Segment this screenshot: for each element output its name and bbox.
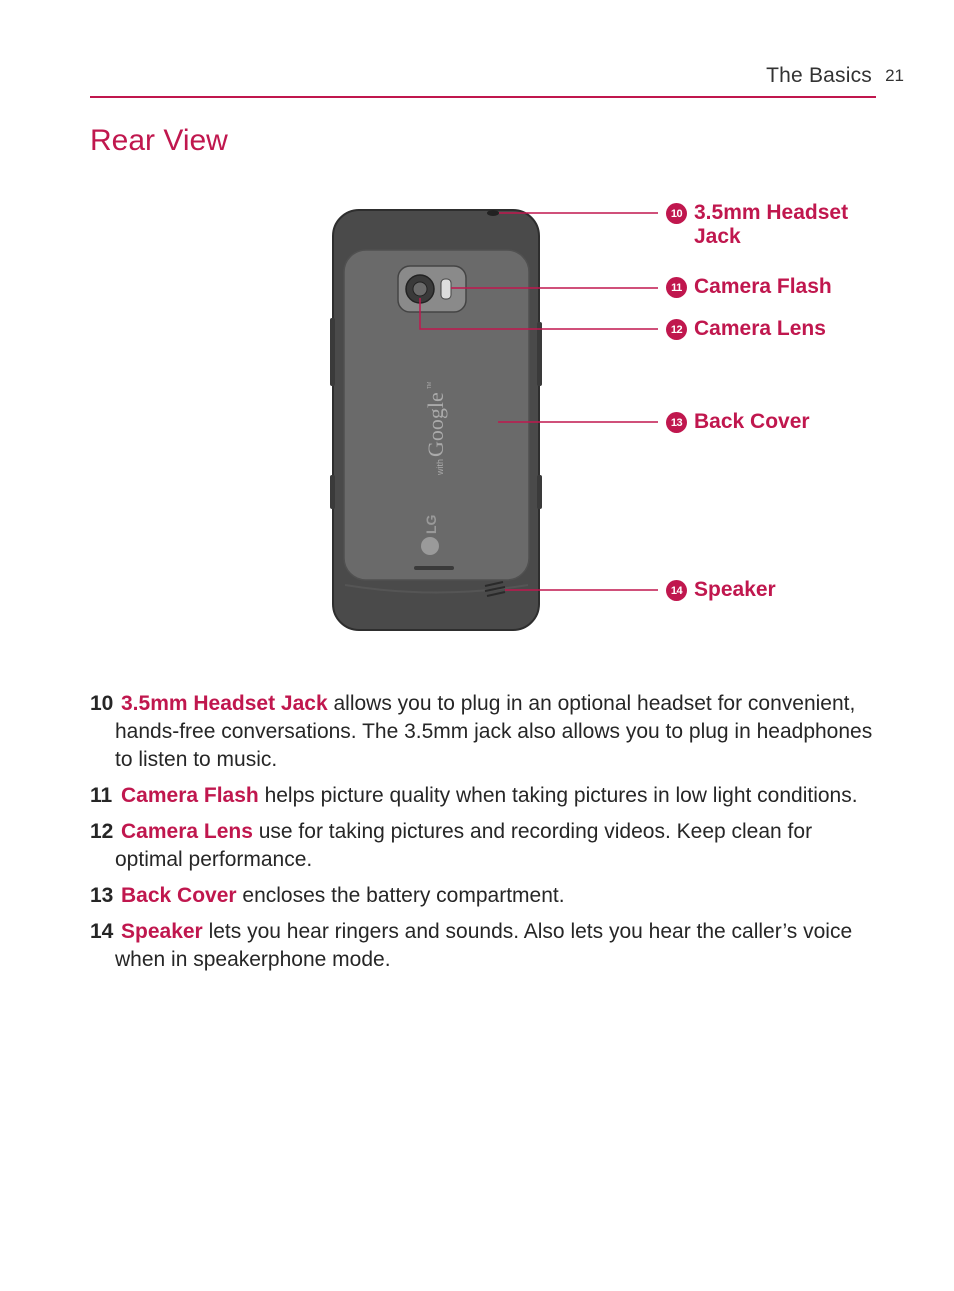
description-number: 14 [90,920,114,943]
google-tm-text: TM [427,381,433,389]
callout-headset-jack [666,201,874,249]
camera-lens-glass [413,282,427,296]
description-item [90,818,880,874]
callout-label-text: Back Cover [694,410,810,433]
description-item [90,918,880,974]
description-number: 13 [90,884,114,907]
side-key-left-upper [330,318,335,386]
callout-label-text: Speaker [694,578,776,601]
description-list [90,690,880,982]
callout-number: 14 [666,580,687,601]
page-header [0,0,954,100]
callout-number: 10 [666,203,687,224]
description-text: use for taking pictures and recording videos. Keep clean for optimal performance. [115,820,813,871]
description-number: 11 [90,784,113,807]
description-text: encloses the battery compartment. [236,884,565,907]
description-item [90,882,880,910]
description-text: allows you to plug in an optional headset for convenient, hands-free conversations. The 3.5mm jack also allows you to plug in headphones to listen to music. [115,692,873,771]
description-term: Camera Flash [121,784,259,807]
bottom-slot [414,566,454,570]
camera-flash-led [441,279,451,299]
headset-jack [487,210,499,216]
rear-view-diagram [0,190,954,650]
description-item [90,782,880,810]
callout-label-text: Camera Lens [694,317,826,340]
lg-logo-text: LG [423,514,439,534]
page-number: 21 [885,66,904,85]
google-with-text: with [435,458,445,475]
callout-number: 12 [666,319,687,340]
description-term: Camera Lens [121,820,253,843]
lg-logo [421,514,439,555]
callout-camera-flash [666,275,874,299]
description-term: Speaker [121,920,203,943]
callout-label-text: 3.5mm Headset Jack [694,201,849,248]
page-title: Rear View [90,124,228,157]
callout-number: 13 [666,412,687,433]
description-item [90,690,880,774]
side-key-right-lower [537,475,542,509]
description-text: helps picture quality when taking pictures in low light conditions. [258,784,858,807]
callout-back-cover [666,410,874,434]
description-text: lets you hear ringers and sounds. Also lets you hear the caller’s voice when in speakerphone mode. [115,920,853,971]
description-number: 12 [90,820,114,843]
callout-speaker [666,578,874,602]
callout-camera-lens [666,317,874,341]
section-name: The Basics [766,64,872,87]
description-term: 3.5mm Headset Jack [121,692,328,715]
description-term: Back Cover [121,884,237,907]
side-key-right-upper [537,322,542,386]
description-number: 10 [90,692,114,715]
callout-number: 11 [666,277,687,298]
google-logo-text: Google [423,392,448,457]
header-rule [90,96,876,98]
callout-label-text: Camera Flash [694,275,832,298]
side-key-left-lower [330,475,335,509]
